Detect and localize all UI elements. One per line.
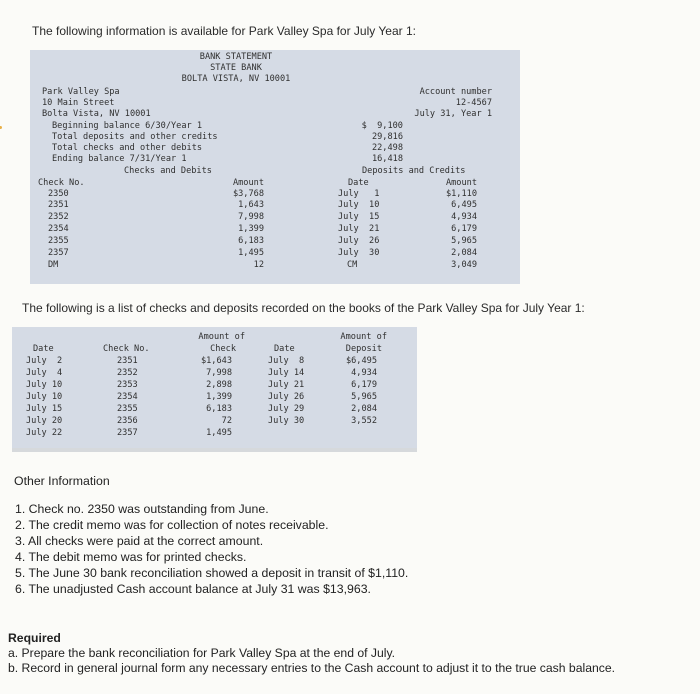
book-deposit-amount: 4,934 <box>351 368 377 378</box>
book-deposit-date: July 14 <box>268 368 305 378</box>
bank-name: STATE BANK <box>210 62 262 73</box>
other-item: 4. The debit memo was for printed checks. <box>15 550 247 564</box>
books-list-underline <box>12 448 417 452</box>
credit-date: July 15 <box>338 212 380 222</box>
debit-amount: 6,183 <box>238 236 264 246</box>
book-check-no: 2356 <box>117 416 138 426</box>
debit-check: 2350 <box>48 189 69 199</box>
book-check-amount: 1,495 <box>206 428 232 438</box>
summary-label: Ending balance 7/31/Year 1 <box>52 154 187 164</box>
credit-date: July 1 <box>338 189 380 199</box>
summary-value: 22,498 <box>371 143 403 153</box>
other-heading: Other Information <box>14 474 110 488</box>
debit-check: 2351 <box>48 200 69 210</box>
debit-check: 2352 <box>48 212 69 222</box>
required-heading: Required <box>8 631 61 645</box>
debit-col-amount: Amount <box>232 178 264 188</box>
other-item: 6. The unadjusted Cash account balance at July 31 was $13,963. <box>15 582 371 596</box>
required-item: b. Record in general journal form any necessary entries to the Cash account to adjust it to the true cash balance. <box>8 661 616 675</box>
statement-date: July 31, Year 1 <box>414 109 492 119</box>
book-check-no: 2352 <box>117 368 138 378</box>
col-dep-date: Date <box>274 344 295 354</box>
statement-title: BANK STATEMENT <box>199 52 273 62</box>
credit-amount: 4,934 <box>451 212 477 222</box>
debit-amount: $3,768 <box>232 189 264 199</box>
summary-label: Beginning balance 6/30/Year 1 <box>52 121 203 131</box>
debit-amount: 1,399 <box>238 224 264 234</box>
col-amount-check-2: Check <box>210 344 236 354</box>
summary-label: Total checks and other debits <box>52 143 203 153</box>
other-item: 5. The June 30 bank reconciliation showed a deposit in transit of $1,110. <box>15 566 409 580</box>
account-number: 12-4567 <box>455 98 492 108</box>
margin-mark <box>0 126 2 129</box>
col-amount-dep-1: Amount of <box>340 332 387 342</box>
book-check-no: 2354 <box>117 392 138 402</box>
company-city: Bolta Vista, NV 10001 <box>42 109 151 119</box>
credit-date: July 26 <box>338 236 380 246</box>
book-deposit-amount: 6,179 <box>351 380 377 390</box>
book-check-amount: 1,399 <box>206 392 232 402</box>
debit-check: DM <box>48 260 59 270</box>
book-check-date: July 10 <box>26 392 63 402</box>
book-check-date: July 22 <box>26 428 63 438</box>
credits-heading: Deposits and Credits <box>362 166 466 176</box>
summary-value: $ 9,100 <box>361 121 403 131</box>
credit-amount: 6,179 <box>451 224 477 234</box>
book-check-date: July 20 <box>26 416 63 426</box>
book-check-no: 2355 <box>117 404 138 414</box>
col-date: Date <box>33 344 54 354</box>
summary-value: 29,816 <box>371 132 403 142</box>
book-check-amount: $1,643 <box>200 356 232 366</box>
book-check-date: July 10 <box>26 380 63 390</box>
company-street: 10 Main Street <box>42 98 115 108</box>
credit-date: CM <box>347 260 358 270</box>
col-amount-check-1: Amount of <box>198 332 245 342</box>
debit-amount: 1,643 <box>238 200 264 210</box>
book-check-amount: 7,998 <box>206 368 232 378</box>
book-check-amount: 2,898 <box>206 380 232 390</box>
col-amount-dep-2: Deposit <box>345 344 382 354</box>
debit-check: 2357 <box>48 248 69 258</box>
credit-date: July 10 <box>338 200 380 210</box>
book-check-amount: 6,183 <box>206 404 232 414</box>
other-item: 1. Check no. 2350 was outstanding from June. <box>15 502 269 516</box>
book-deposit-date: July 21 <box>268 380 305 390</box>
debit-amount: 1,495 <box>238 248 264 258</box>
company-name: Park Valley Spa <box>42 87 120 97</box>
book-deposit-date: July 26 <box>268 392 305 402</box>
debits-heading: Checks and Debits <box>124 166 212 176</box>
book-check-date: July 2 <box>26 356 63 366</box>
credit-amount: 5,965 <box>451 236 477 246</box>
book-deposit-date: July 30 <box>268 416 305 426</box>
credit-date: July 30 <box>338 248 380 258</box>
debit-check: 2355 <box>48 236 69 246</box>
bank-city: BOLTA VISTA, NV 10001 <box>181 74 291 84</box>
summary-value: 16,418 <box>371 154 403 164</box>
credit-col-amount: Amount <box>445 178 477 188</box>
intro-text: The following information is available for Park Valley Spa for July Year 1: <box>32 24 416 38</box>
book-check-date: July 15 <box>26 404 63 414</box>
book-check-no: 2357 <box>117 428 138 438</box>
debit-col-check: Check No. <box>38 178 85 188</box>
col-check: Check No. <box>103 344 150 354</box>
credit-col-date: Date <box>348 178 369 188</box>
books-intro: The following is a list of checks and deposits recorded on the books of the Park Valley Spa for July Year 1: <box>22 301 585 315</box>
book-check-amount: 72 <box>221 416 232 426</box>
book-check-no: 2353 <box>117 380 138 390</box>
summary-label: Total deposits and other credits <box>52 132 218 142</box>
other-item: 2. The credit memo was for collection of notes receivable. <box>15 518 329 532</box>
book-check-date: July 4 <box>26 368 63 378</box>
credit-date: July 21 <box>338 224 380 234</box>
account-label: Account number <box>419 87 492 97</box>
credit-amount: 3,049 <box>451 260 477 270</box>
book-deposit-date: July 8 <box>268 356 305 366</box>
debit-amount: 7,998 <box>238 212 264 222</box>
debit-amount: 12 <box>253 260 264 270</box>
book-check-no: 2351 <box>117 356 138 366</box>
debit-check: 2354 <box>48 224 69 234</box>
book-deposit-amount: 3,552 <box>351 416 377 426</box>
credit-amount: 6,495 <box>451 200 477 210</box>
book-deposit-date: July 29 <box>268 404 305 414</box>
credit-amount: $1,110 <box>445 189 477 199</box>
book-deposit-amount: $6,495 <box>345 356 377 366</box>
book-deposit-amount: 2,084 <box>351 404 377 414</box>
required-item: a. Prepare the bank reconciliation for Park Valley Spa at the end of July. <box>8 646 396 660</box>
book-deposit-amount: 5,965 <box>351 392 377 402</box>
credit-amount: 2,084 <box>451 248 477 258</box>
other-item: 3. All checks were paid at the correct amount. <box>15 534 264 548</box>
